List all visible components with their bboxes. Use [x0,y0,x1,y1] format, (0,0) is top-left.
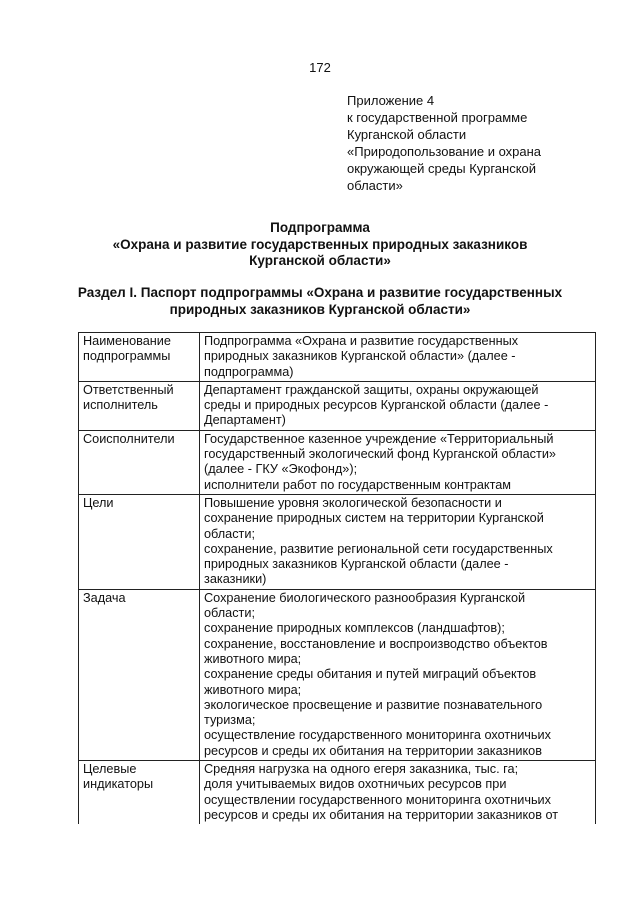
row-value [200,494,596,589]
value-line: сохранение природных комплексов (ландшафтов); [204,621,505,636]
table-row [79,333,596,382]
row-label [79,333,200,382]
table-row [79,494,596,589]
value-line: сохранение природных систем на территории Курганской [204,511,544,526]
title-line: Курганской области» [249,253,391,268]
appendix-line: к государственной программе [347,110,528,125]
value-line: ресурсов и среды их обитания на территории заказников от [204,807,559,822]
value-line: сохранение, развитие региональной сети государственных [204,541,553,556]
passport-table [78,332,596,824]
appendix-line: «Природопользование и охрана [347,144,542,159]
subprogram-title [0,220,640,270]
section-line: Раздел I. Паспорт подпрограммы «Охрана и развитие государственных [77,285,563,300]
row-value [200,430,596,494]
appendix-line: области» [347,178,403,193]
value-line: осуществлении государственного мониторинга охотничьих [204,792,551,807]
value-line: природных заказников Курганской области (далее - [204,557,509,572]
row-value [200,761,596,825]
row-value [200,333,596,382]
value-line: ресурсов и среды их обитания на территории заказников [204,743,542,758]
value-line: (далее - ГКУ «Экофонд»); [204,462,358,477]
table-row [79,589,596,760]
row-label [79,381,200,430]
label-line: Цели [83,495,114,510]
value-line: сохранение среды обитания и путей миграций объектов [204,667,537,682]
appendix-line: Курганской области [347,127,467,142]
appendix-line: окружающей среды Курганской [347,161,537,176]
label-line: Соисполнители [83,431,175,446]
value-line: области; [204,526,255,541]
section-line: природных заказников Курганской области» [169,301,471,317]
label-line: Целевые [83,762,137,777]
value-line: животного мира; [204,651,302,666]
page-number: 172 [309,60,331,75]
value-line: природных заказников Курганской области» (далее - [204,349,516,364]
label-line: Ответственный [83,382,174,397]
table-row [79,381,596,430]
value-line: Государственное казенное учреждение «Территориальный [204,431,554,446]
table-row [79,430,596,494]
value-line: исполнители работ по государственным контрактам [204,477,512,492]
label-line: индикаторы [83,777,154,792]
label-line: Наименование [83,334,171,348]
value-line: туризма; [204,713,256,728]
appendix-note [347,92,607,194]
value-line: Департамент) [204,413,286,428]
row-label [79,430,200,494]
value-line: Подпрограмма «Охрана и развитие государственных [204,334,519,348]
appendix-line: Приложение 4 [347,93,435,108]
value-line: экологическое просвещение и развитие познавательного [204,697,543,712]
value-line: Средняя нагрузка на одного егеря заказника, тыс. га; [204,762,519,777]
row-label [79,761,200,825]
row-value [200,381,596,430]
value-line: доля учитываемых видов охотничьих ресурсов при [204,777,507,792]
value-line: заказники) [204,572,267,587]
value-line: Департамент гражданской защиты, охраны окружающей [204,382,539,397]
section-heading [0,285,640,318]
row-value [200,589,596,760]
label-line: исполнитель [83,398,158,413]
value-line: области; [204,606,255,621]
value-line: Сохранение биологического разнообразия Курганской [204,590,526,605]
value-line: государственный экологический фонд Курганской области» [204,447,556,462]
value-line: животного мира; [204,682,302,697]
row-label [79,494,200,589]
table-row [79,761,596,825]
row-label [79,589,200,760]
title-line: «Охрана и развитие государственных природных заказников [112,236,528,252]
value-line: Повышение уровня экологической безопасности и [204,495,502,510]
title-line: Подпрограмма [270,220,370,235]
label-line: подпрограммы [83,349,171,364]
value-line: среды и природных ресурсов Курганской области (далее - [204,398,549,413]
value-line: подпрограмма) [204,364,294,379]
value-line: осуществление государственного мониторинга охотничьих [204,728,551,743]
value-line: сохранение, восстановление и воспроизводство объектов [204,636,548,651]
label-line: Задача [83,590,126,605]
